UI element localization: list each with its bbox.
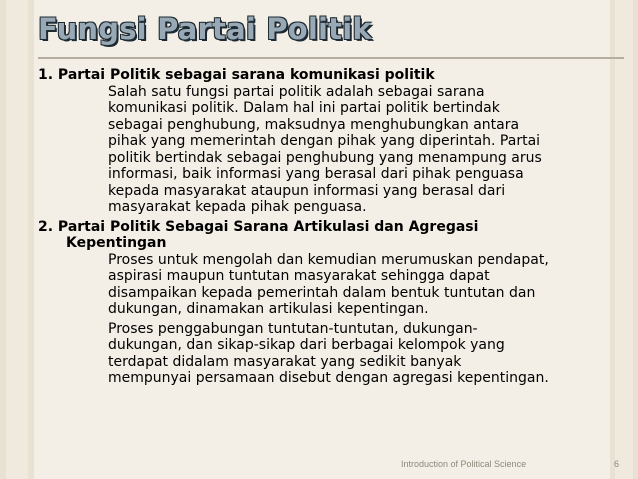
point-2-heading-cont: Kepentingan <box>66 235 167 251</box>
title-divider <box>38 57 624 59</box>
point-2-heading: 2. Partai Politik Sebagai Sarana Artikulasi dan Agregasi <box>38 218 479 235</box>
point-1-paragraph: Salah satu fungsi partai politik adalah sebagai sarana komunikasi politik. Dalam hal ini partai politik bertindak sebagai penghubung, maksudnya menghubungkan antara pihak yang memerintah dengan pihak yang diperintah. Partai politik bertindak sebagai penghubung yang menampung arus informasi, baik informasi yang berasal dari pihak penguasa kepada masyarakat ataupun informasi yang berasal dari masyarakat kepada pihak penguasa. <box>108 83 542 215</box>
left-decorative-band <box>0 0 34 479</box>
page-number: 6 <box>614 459 620 469</box>
point-2-paragraph-1: Proses untuk mengolah dan kemudian merumuskan pendapat, aspirasi maupun tuntutan masyarakat sehingga dapat disampaikan kepada pemerintah dalam bentuk tuntutan dan dukungan, dinamakan artikulasi kepentingan. <box>108 251 549 317</box>
slide-title: Fungsi Partai Politik <box>38 12 372 46</box>
point-2-paragraph-2: Proses penggabungan tuntutan-tuntutan, dukungan- dukungan, dan sikap-sikap dari berbagai kelompok yang terdapat didalam masyarakat yang sedikit banyak mempunyai persamaan disebut dengan agregasi kepentingan. <box>108 320 549 386</box>
footer-text: Introduction of Political Science <box>401 459 527 469</box>
point-1-heading: 1. Partai Politik sebagai sarana komunikasi politik <box>38 67 435 83</box>
slide-body <box>38 67 628 387</box>
